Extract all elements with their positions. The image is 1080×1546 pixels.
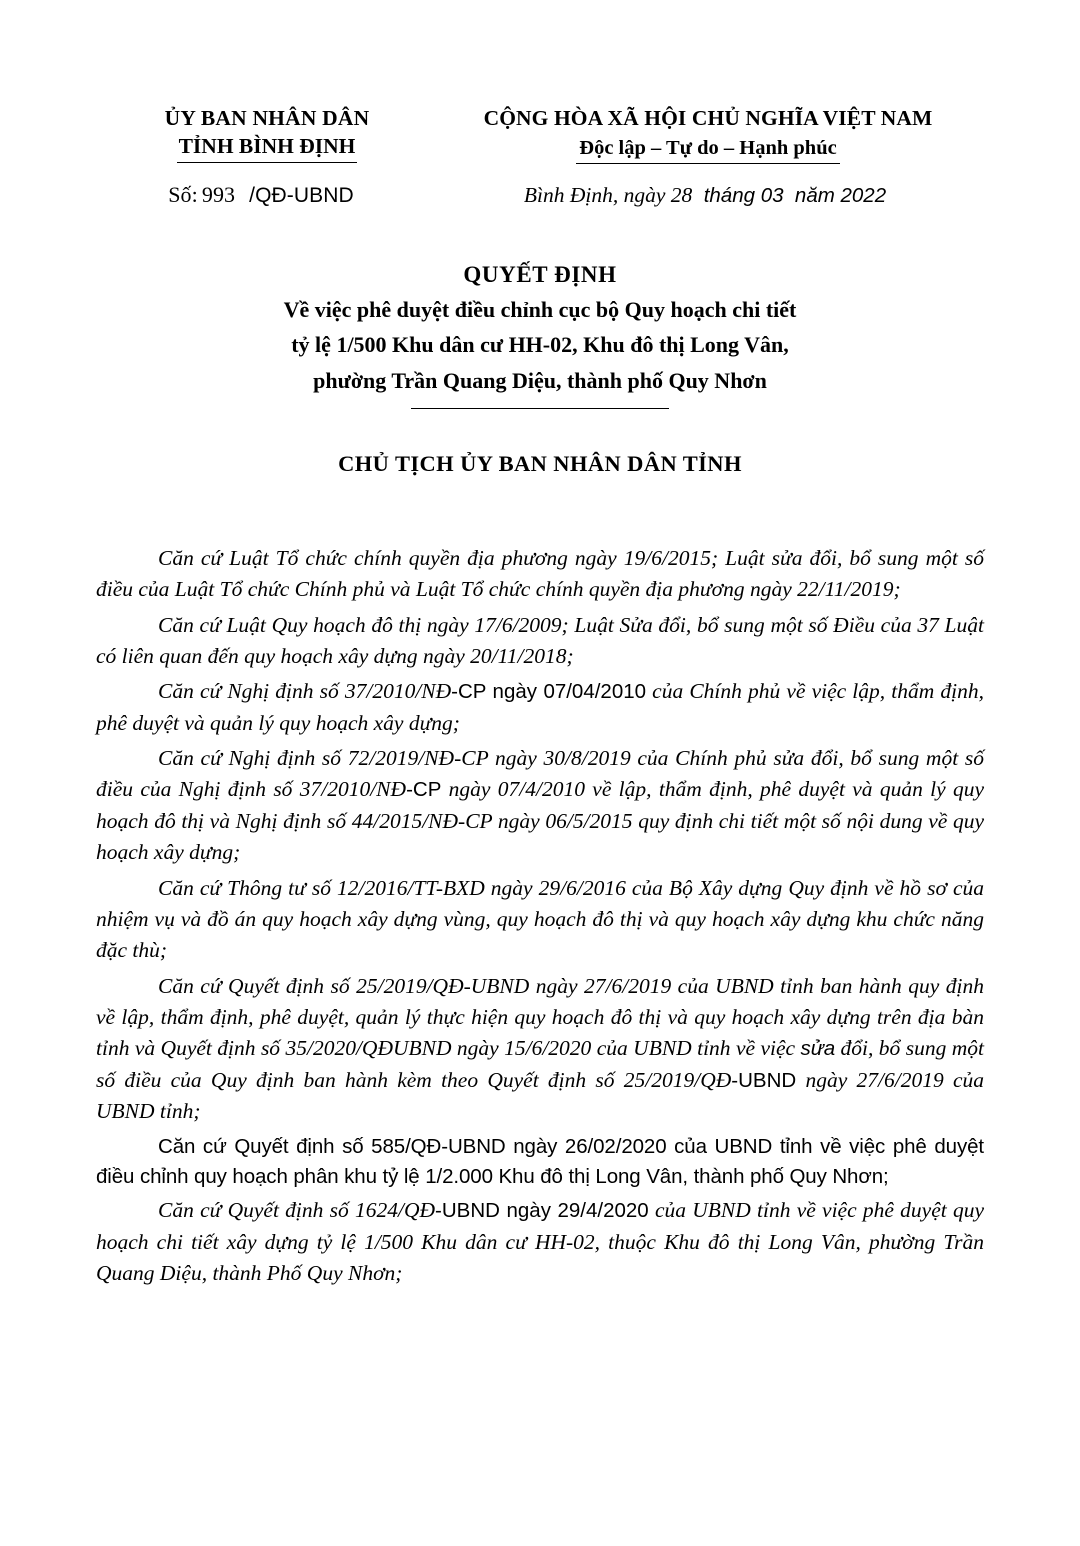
title-block (96, 260, 984, 409)
paragraph-3-part-1: Căn cứ Nghị định số 37/2010/NĐ (158, 679, 452, 704)
paragraph-6-part-1: Căn cứ Quyết định số 25/2019/QĐ-UBND ngày 27/6/2019 của UBND tỉnh ban hành quy định về lập, thẩm định, phê duyệt, quản lý thực hiện quy hoạch đô thị và quy hoạch xây dựng trên địa bàn tỉnh và Quyết định số 35/2020/QĐUBND ngày 15/6/2020 của UBND tỉnh về việc (96, 973, 984, 1061)
nation-title: CỘNG HÒA XÃ HỘI CHỦ NGHĨA VIỆT NAM (483, 106, 933, 130)
document-subject-line-2: tỷ lệ 1/500 Khu dân cư HH-02, Khu đô thị Long Vân, (291, 332, 789, 358)
document-number (96, 182, 426, 208)
document-number-suffix: /QĐ-UBND (249, 184, 354, 208)
issuing-authority: CHỦ TỊCH ỦY BAN NHÂN DÂN TỈNH (338, 450, 742, 476)
paragraph-3-part-3: của Chính phủ về việc lập, thẩm định, phê duyệt và quản lý quy hoạch xây dựng; (96, 679, 984, 735)
paragraph-8 (96, 1195, 984, 1289)
paragraph-6-part-3: đổi, bổ sung một số điều của Quy định ban hành kèm theo Quyết định số 25/2019/QĐ (96, 1036, 984, 1092)
paragraph-4-part-3: ngày 07/4/2010 về lập, thẩm định, phê duyệt và quản lý quy hoạch đô thị và Nghị định số 44/2015/NĐ-CP ngày 06/5/2015 quy định chi tiết một số nội dung về quy hoạch xây dựng; (96, 777, 985, 865)
paragraph-6-part-4: -UBND (731, 1068, 797, 1092)
paragraph-4-part-2: -CP (406, 778, 442, 802)
paragraph-4 (96, 743, 984, 869)
document-body (96, 543, 984, 1290)
place-date-year: năm 2022 (794, 184, 887, 208)
document-number-and-date (96, 182, 984, 208)
paragraph-8-part-1: Căn cứ Quyết định số 1624/QĐ (158, 1198, 436, 1223)
document-header (96, 104, 984, 164)
place-date-month: tháng 03 (703, 184, 784, 208)
organization-line-1: ỦY BAN NHÂN DÂN (164, 106, 370, 130)
title-divider (411, 408, 669, 409)
national-heading (432, 104, 984, 164)
paragraph-8-part-3: của UBND tỉnh về việc phê duyệt quy hoạch chi tiết xây dựng tỷ lệ 1/500 Khu dân cư HH-02, thuộc Khu đô thị Long Vân, phường Trần Quang Diệu, thành Phố Quy Nhơn; (96, 1198, 984, 1286)
organization-line-2: TỈNH BÌNH ĐỊNH (177, 132, 358, 162)
paragraph-6 (96, 971, 984, 1128)
document-number-label: Số: (168, 182, 198, 208)
document-type: QUYẾT ĐỊNH (463, 262, 617, 288)
paragraph-3 (96, 676, 984, 739)
nation-motto: Độc lập – Tự do – Hạnh phúc (576, 135, 839, 164)
paragraph-6-part-2: sửa (800, 1037, 836, 1061)
document-number-value: 993 (201, 182, 236, 208)
paragraph-7: Căn cứ Quyết định số 585/QĐ-UBND ngày 26/02/2020 của UBND tỉnh về việc phê duyệt điều chỉnh quy hoạch phân khu tỷ lệ 1/2.000 Khu đô thị Long Vân, thành phố Quy Nhơn; (96, 1134, 984, 1188)
place-and-date (426, 183, 984, 208)
paragraph-6-part-5: ngày 27/6/2019 của UBND tỉnh; (96, 1067, 984, 1124)
issuing-organization (96, 104, 432, 163)
paragraph-5: Căn cứ Thông tư số 12/2016/TT-BXD ngày 29/6/2016 của Bộ Xây dựng Quy định về hồ sơ của nhiệm vụ và đồ án quy hoạch xây dựng vùng, quy hoạch đô thị và quy hoạch xây dựng khu chức năng đặc thù; (96, 875, 984, 963)
document-subject-line-3: phường Trần Quang Diệu, thành phố Quy Nhơn (313, 367, 767, 393)
paragraph-8-part-2: -UBND ngày 29/4/2020 (435, 1199, 649, 1223)
paragraph-4-part-1: Căn cứ Nghị định số 72/2019/NĐ-CP ngày 30/8/2019 của Chính phủ sửa đổi, bổ sung một số điều của Nghị định số 37/2010/NĐ (96, 746, 984, 802)
paragraph-2: Căn cứ Luật Quy hoạch đô thị ngày 17/6/2009; Luật Sửa đổi, bổ sung một số Điều của 37 Luật có liên quan đến quy hoạch xây dựng ngày 20/11/2018; (96, 612, 984, 668)
paragraph-3-part-2: -CP ngày 07/04/2010 (451, 680, 647, 704)
paragraph-1: Căn cứ Luật Tổ chức chính quyền địa phương ngày 19/6/2015; Luật sửa đổi, bổ sung một số điều của Luật Tổ chức Chính phủ và Luật Tổ chức chính quyền địa phương ngày 22/11/2019; (96, 545, 984, 602)
document-subject-line-1: Về việc phê duyệt điều chỉnh cục bộ Quy hoạch chi tiết (283, 297, 797, 323)
place-date-prefix: Bình Định, ngày 28 (523, 183, 693, 208)
